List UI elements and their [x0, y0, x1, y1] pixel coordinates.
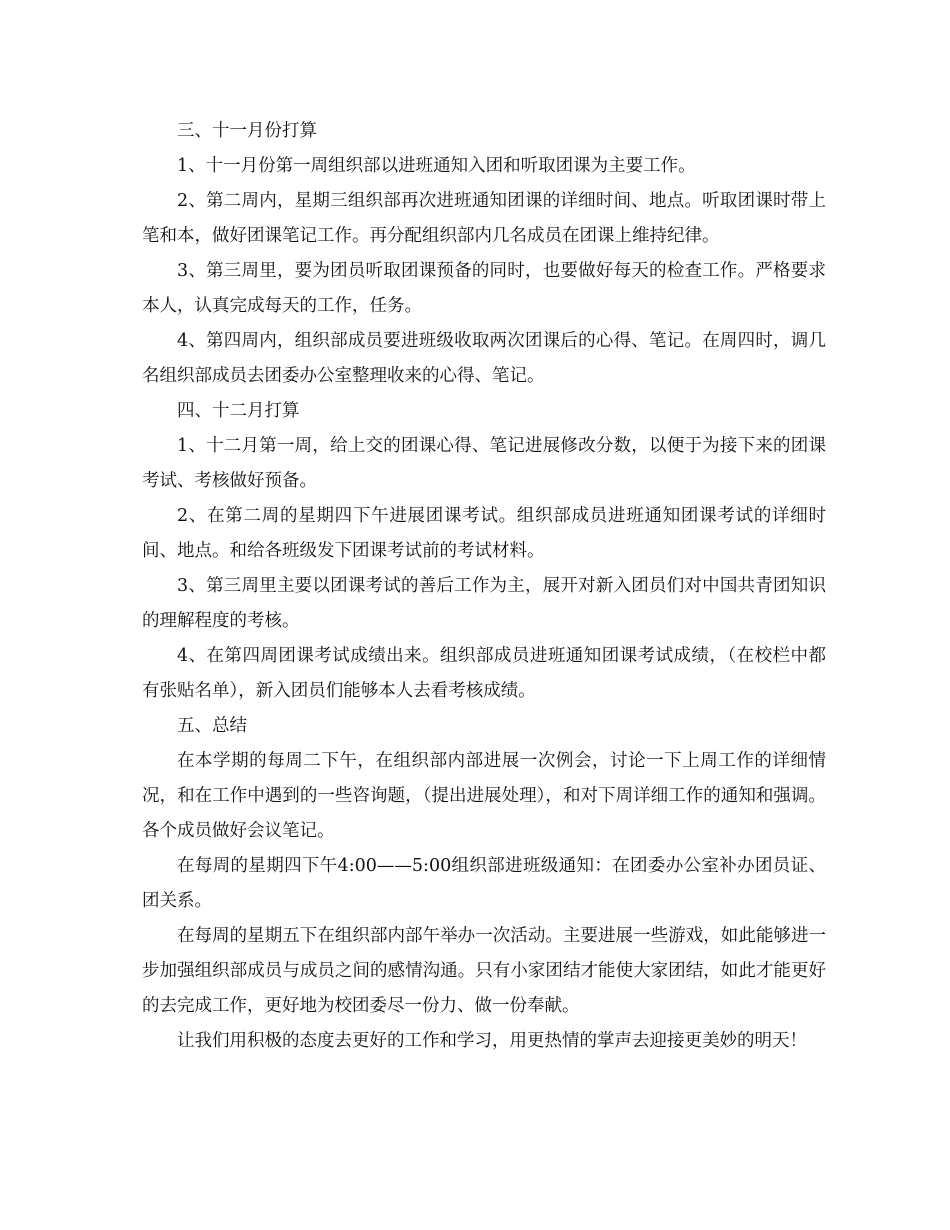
paragraph: 让我们用积极的态度去更好的工作和学习，用更热情的掌声去迎接更美妙的明天！ — [177, 1031, 807, 1051]
paragraph: 2、在第二周的星期四下午进展团课考试。组织部成员进班通知团课考试的详细时间、地点。和给各班级发下团课考试前的考试材料。 — [142, 506, 826, 561]
paragraph: 4、第四周内，组织部成员要进班级收取两次团课后的心得、笔记。在周四时，调几名组织部成员去团委办公室整理收来的心得、笔记。 — [142, 331, 826, 386]
paragraph: 1、十一月份第一周组织部以进班通知入团和听取团课为主要工作。 — [177, 156, 696, 176]
paragraph: 在每周的星期四下午4:00——5:00组织部进班级通知：在团委办公室补办团员证、团关系。 — [142, 856, 826, 911]
section-heading-summary: 五、总结 — [177, 716, 247, 736]
paragraph: 4、在第四周团课考试成绩出来。组织部成员进班通知团课考试成绩，（在校栏中都有张贴名单），新入团员们能够本人去看考核成绩。 — [142, 646, 826, 701]
paragraph: 3、第三周里主要以团课考试的善后工作为主，展开对新入团员们对中国共青团知识的理解程度的考核。 — [142, 576, 826, 631]
paragraph: 在每周的星期五下在组织部内部午举办一次活动。主要进展一些游戏，如此能够进一步加强组织部成员与成员之间的感情沟通。只有小家团结才能使大家团结，如此才能更好的去完成工作，更好地为校团委尽一份力、做一份奉献。 — [142, 926, 826, 1016]
paragraph: 3、第三周里，要为团员听取团课预备的同时，也要做好每天的检查工作。严格要求本人，认真完成每天的工作，任务。 — [142, 261, 826, 316]
paragraph: 1、十二月第一周，给上交的团课心得、笔记进展修改分数，以便于为接下来的团课考试、考核做好预备。 — [142, 436, 826, 491]
paragraph: 在本学期的每周二下午，在组织部内部进展一次例会，讨论一下上周工作的详细情况，和在工作中遇到的一些咨询题，（提出进展处理），和对下周详细工作的通知和强调。各个成员做好会议笔记。 — [142, 751, 826, 841]
paragraph: 2、第二周内，星期三组织部再次进班通知团课的详细时间、地点。听取团课时带上笔和本，做好团课笔记工作。再分配组织部内几名成员在团课上维持纪律。 — [142, 191, 826, 246]
section-heading-december: 四、十二月打算 — [177, 401, 300, 421]
document-body — [142, 114, 826, 1059]
section-heading-november: 三、十一月份打算 — [177, 121, 317, 141]
